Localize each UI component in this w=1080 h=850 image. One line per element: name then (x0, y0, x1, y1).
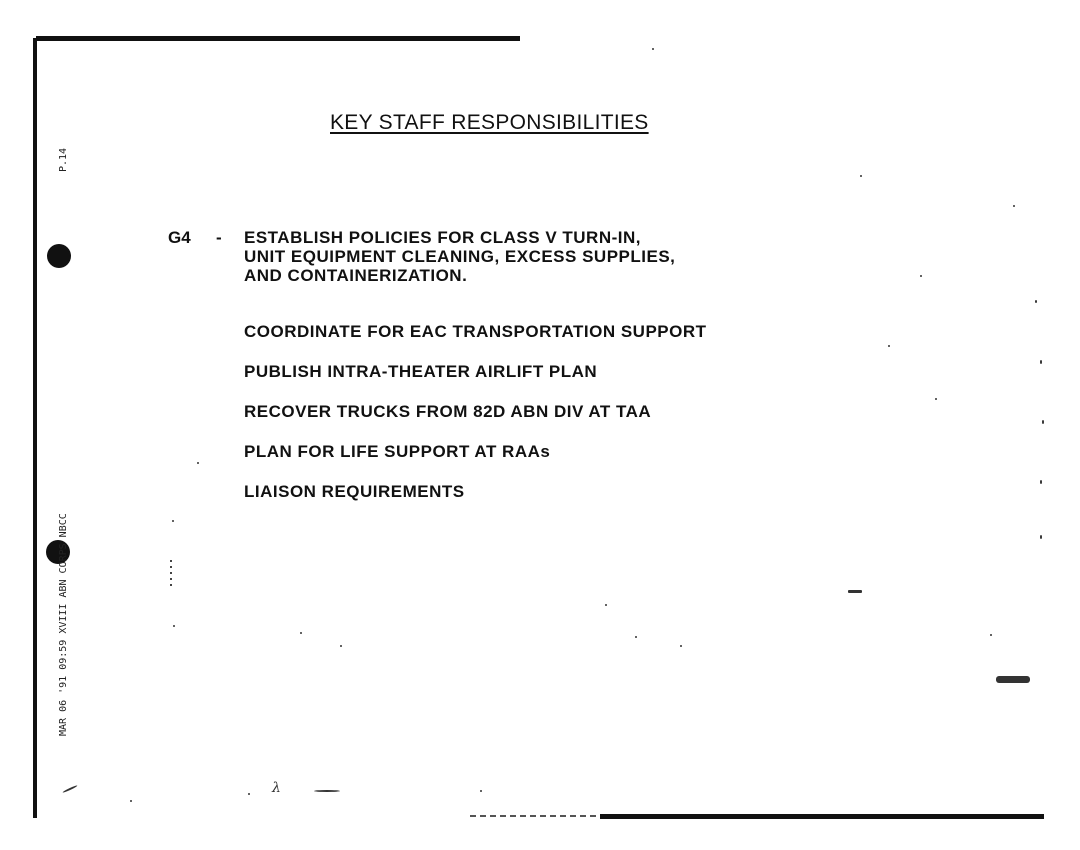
scan-speck (888, 345, 890, 347)
list-item: LIAISON REQUIREMENTS (244, 482, 465, 501)
scan-speck (300, 632, 302, 634)
scan-speck (635, 636, 637, 638)
list-item: RECOVER TRUCKS FROM 82D ABN DIV AT TAA (244, 402, 652, 421)
fax-transmission-header: MAR 06 '91 09:59 XVIII ABN CORPS NBCC (58, 513, 69, 736)
scan-speck (860, 175, 862, 177)
list-item: PLAN FOR LIFE SUPPORT AT RAAs (244, 442, 551, 461)
list-item: COORDINATE FOR EAC TRANSPORTATION SUPPORT (244, 322, 707, 341)
responsibility-list (244, 228, 884, 501)
bottom-border-rule (600, 814, 1044, 819)
scan-speck (1042, 420, 1044, 424)
left-border-rule (33, 38, 37, 818)
scan-speck (248, 793, 250, 795)
handwritten-mark (314, 790, 340, 792)
scan-speck (1013, 205, 1015, 207)
scan-speck (1040, 360, 1042, 364)
top-border-rule (36, 36, 520, 41)
scan-speck (172, 520, 174, 522)
scan-speck (1040, 535, 1042, 539)
scan-speck (680, 645, 682, 647)
scan-speck (197, 462, 199, 464)
scan-speck (605, 604, 607, 606)
scan-speck (130, 800, 132, 802)
section-label: G4 (168, 228, 191, 247)
scan-speck (996, 676, 1030, 683)
section-dash: - (216, 228, 222, 247)
scan-speck (1035, 300, 1037, 303)
first-item-line: UNIT EQUIPMENT CLEANING, EXCESS SUPPLIES, (244, 247, 676, 266)
scan-speck (480, 790, 482, 792)
fax-page-number: P.14 (58, 147, 69, 172)
scan-speck (935, 398, 937, 400)
scan-speck (920, 275, 922, 277)
first-item-line: ESTABLISH POLICIES FOR CLASS V TURN-IN, (244, 228, 641, 247)
page-title: KEY STAFF RESPONSIBILITIES (330, 111, 649, 134)
scan-speck (62, 785, 77, 794)
scan-speck (848, 590, 862, 593)
list-item: PUBLISH INTRA-THEATER AIRLIFT PLAN (244, 362, 598, 381)
handwritten-mark: λ (272, 780, 281, 796)
scan-speck (173, 625, 175, 627)
scan-speck (170, 560, 172, 590)
scan-speck (652, 48, 654, 50)
scan-speck (340, 645, 342, 647)
scan-speck (990, 634, 992, 636)
first-item-line: AND CONTAINERIZATION. (244, 266, 468, 285)
scan-speck (1040, 480, 1042, 484)
bottom-dashed-rule (470, 815, 596, 817)
punch-hole-icon (47, 244, 71, 268)
